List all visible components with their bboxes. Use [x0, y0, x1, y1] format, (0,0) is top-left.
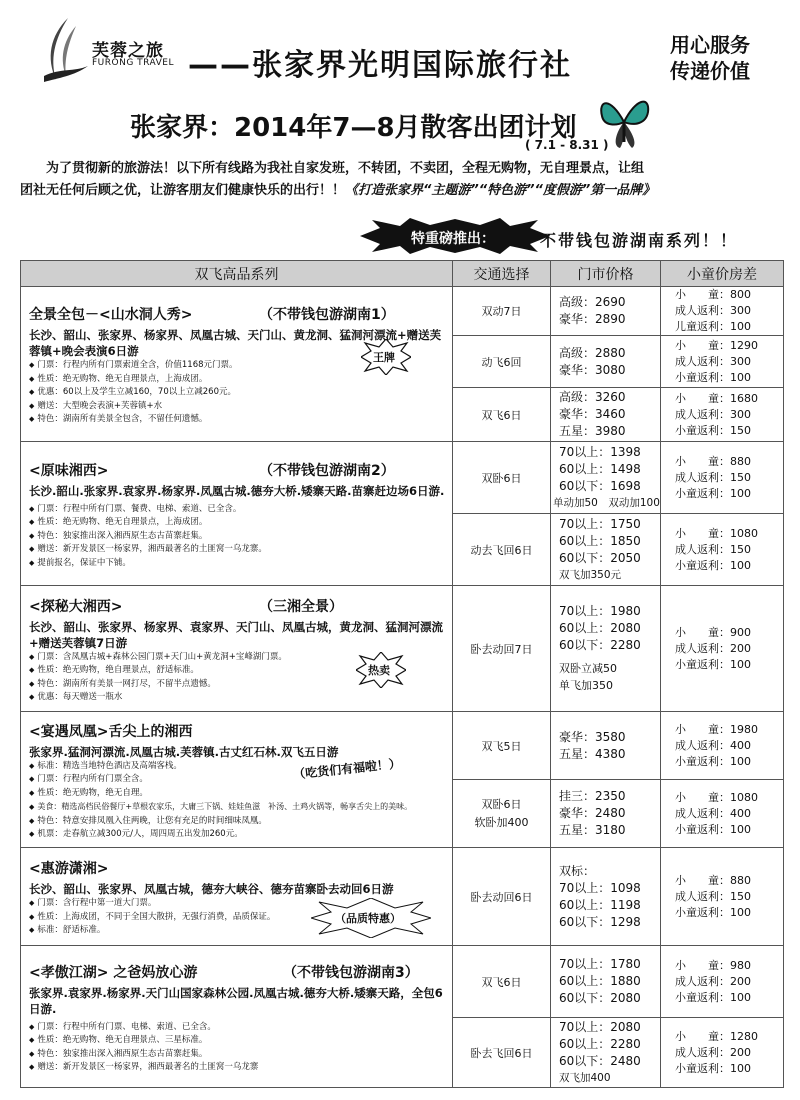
child-line: 小童返利：100: [675, 822, 751, 836]
intro-text: [20, 158, 790, 202]
route-detail: ◆ 性质：绝无购物、绝无自理景点，上海成团。: [29, 516, 446, 530]
intro-line-2a: 团社无任何后顾之优，让游客朋友们健康快乐的出行！！: [20, 183, 346, 198]
table-row: [21, 287, 784, 336]
child-line: 小童返利：100: [675, 558, 751, 572]
price-line: 60以上：1880: [559, 974, 641, 988]
child-line: 小 童：880: [675, 873, 751, 887]
route-tag: （不带钱包游湖南3）: [283, 964, 419, 981]
header-series: 双飞高品系列: [21, 261, 453, 287]
price-cell: [551, 442, 661, 514]
route-itinerary: 长沙、韶山、张家界、杨家界、袁家界、天门山、凤凰古城，黄龙洞、猛洞河漂流+赠送芙蓉镇7日游: [29, 619, 443, 650]
plan-dates: ( 7.1 - 8.31 ): [525, 138, 609, 152]
child-line: 成人返利：200: [675, 641, 751, 655]
price-cell: [551, 1018, 661, 1088]
wave-logo-icon: [40, 16, 90, 86]
child-line: 成人返利：400: [675, 738, 751, 752]
page-header: [0, 0, 800, 100]
stamp-label: （品质特惠）: [335, 912, 401, 925]
route-detail: ◆ 标准：精选当地特色酒店及高端客栈。: [29, 760, 446, 774]
child-line: 成人返利：200: [675, 974, 751, 988]
table-row: [21, 442, 784, 514]
route-detail: ◆ 特色：独家推出深入湘西原生态古苗寨赶集。: [29, 530, 446, 544]
table-row: [21, 586, 784, 712]
child-line: 小 童：1280: [675, 1029, 758, 1043]
header-child: 小童价房差: [661, 261, 784, 287]
price-cell: [551, 712, 661, 780]
child-price-cell: [661, 388, 784, 442]
traffic-option: 双飞6日: [453, 946, 551, 1018]
slogan-line-1: 用心服务: [670, 33, 750, 57]
price-cell: [551, 514, 661, 586]
route-detail: ◆ 美食：精选高档民俗餐厅+草根农家乐，大庸三下锅、娃娃鱼滋 补汤、土鸡火锅等，畅享舌尖上的美味。: [29, 800, 446, 815]
price-line: 高级：2880: [559, 345, 626, 360]
route-detail: ◆ 门票：行程内所有门票索道全含，价值1168元门票。: [29, 359, 446, 373]
route-tag: （三湘全景）: [259, 598, 343, 615]
price-line: 豪华：3080: [559, 362, 626, 377]
child-line: 成人返利：400: [675, 806, 751, 820]
route-cell: [21, 442, 453, 586]
child-price-cell: [661, 336, 784, 388]
price-line: 60以下：2080: [559, 991, 641, 1005]
child-line: 小童返利：100: [675, 990, 751, 1004]
route-detail: ◆ 门票：行程内所有门票全含。: [29, 773, 446, 787]
price-line: 单飞加350: [559, 679, 613, 692]
price-line: 60以下：1298: [559, 914, 641, 929]
route-detail: ◆ 门票：行程中所有门票、电梯、索道、已全含。: [29, 1021, 446, 1035]
price-cell: [551, 388, 661, 442]
intro-line-2b: 《打造张家界“主题游”“特色游”“度假游”第一品牌》: [345, 183, 656, 198]
price-line: 双标：: [559, 863, 596, 878]
route-detail: ◆ 特色：特意安排凤凰入住两晚，让您有充足的时间细味凤凰。: [29, 815, 446, 829]
route-title-text: <孝傲江湖> 之爸妈放心游: [29, 964, 198, 981]
route-detail: ◆ 赠送：新开发景区一杨家界，湘西最著名的土匪窝一乌龙寨。: [29, 543, 446, 557]
child-line: 小 童：880: [675, 454, 751, 468]
price-line: 70以上：2080: [559, 1019, 641, 1034]
child-price-cell: [661, 712, 784, 780]
price-line: 双飞加350元: [559, 568, 622, 581]
child-price-cell: [661, 514, 784, 586]
route-detail: ◆ 性质：上海成团，不同于全国大散拼，无强行消费，品质保证。: [29, 911, 446, 925]
child-line: 小童返利：100: [675, 370, 751, 384]
tour-table: [20, 260, 784, 1088]
child-line: 小 童：1980: [675, 722, 758, 736]
route-cell: [21, 287, 453, 442]
route-title: <宴遇凤凰>舌尖上的湘西: [29, 723, 193, 740]
route-detail: ◆ 标准：舒适标准。: [29, 924, 446, 938]
child-price-cell: [661, 780, 784, 848]
route-tag: （不带钱包游湖南1）: [259, 307, 395, 324]
child-line: 成人返利：200: [675, 1045, 751, 1059]
slogan: [670, 32, 750, 84]
price-line: 挂三：2350: [559, 789, 626, 803]
price-line: 70以上：1980: [559, 604, 641, 618]
price-cell: [551, 336, 661, 388]
child-line: 成人返利：300: [675, 354, 751, 368]
table-header-row: [21, 261, 784, 287]
route-detail: ◆ 提前报名，保证中下铺。: [29, 557, 446, 571]
route-cell: [21, 848, 453, 946]
child-line: 小 童：900: [675, 625, 751, 639]
price-line: 70以上：1398: [559, 444, 641, 459]
agency-name: ——张家界光明国际旅行社: [188, 48, 572, 83]
route-detail: ◆ 门票：含行程中第一道大门票。: [29, 897, 446, 911]
route-title-text: <探秘大湘西>: [29, 598, 123, 615]
price-line: 双飞加400: [559, 1071, 611, 1084]
route-detail: ◆ 优惠：每天赠送一瓶水: [29, 691, 446, 705]
price-line: 60以下：2050: [559, 550, 641, 565]
price-line: 豪华：2480: [559, 806, 626, 820]
price-line: 60以上：1198: [559, 897, 641, 912]
route-detail: ◆ 特色：独家推出深入湘西原生态古苗寨赶集。: [29, 1048, 446, 1062]
price-line: 60以下：2480: [559, 1053, 641, 1068]
route-title-text: 全景全包－<山水洞人秀>: [29, 307, 193, 324]
price-line: 60以下：2280: [559, 638, 641, 652]
price-line: 70以上：1750: [559, 516, 641, 531]
table-row: [21, 848, 784, 946]
child-line: 成人返利：150: [675, 470, 751, 484]
price-line: 五星：4380: [559, 746, 626, 761]
traffic-option: 双飞6日: [453, 388, 551, 442]
child-line: 成人返利：150: [675, 889, 751, 903]
price-line: 高级：3260: [559, 390, 626, 404]
price-line: 70以上：1098: [559, 880, 641, 895]
route-itinerary: 张家界.袁家界.杨家界.天门山国家森林公园.凤凰古城.德夯大桥.矮寨天路，全包6日游.: [29, 985, 443, 1016]
child-line: 小 童：1080: [675, 526, 758, 540]
stamp-label: 王牌: [373, 351, 395, 364]
child-price-cell: [661, 848, 784, 946]
brand-name-en: FURONG TRAVEL: [92, 58, 174, 68]
child-line: 小 童：1290: [675, 338, 758, 352]
price-line: 豪华：2890: [559, 312, 626, 326]
traffic-option: 动去飞回6日: [453, 514, 551, 586]
traffic-option: 卧去动回7日: [453, 586, 551, 712]
route-detail: ◆ 性质：绝无购物，绝无自理。: [29, 787, 446, 801]
price-cell: [551, 780, 661, 848]
price-line: 豪华：3460: [559, 407, 626, 421]
route-cell: [21, 712, 453, 848]
child-price-cell: [661, 442, 784, 514]
child-line: 小 童：980: [675, 958, 751, 972]
route-cell: [21, 946, 453, 1088]
child-line: 儿童返利：100: [675, 320, 751, 333]
stamp-label: 热卖: [368, 664, 390, 677]
route-detail: ◆ 特色：湖南所有美景全包含，不留任何遗憾。: [29, 413, 446, 427]
child-line: 成人返利：300: [675, 407, 751, 421]
route-title: [29, 963, 446, 983]
traffic-option: 动飞6回: [453, 336, 551, 388]
route-detail: ◆ 性质：绝无购物，绝自理景点，舒适标准。: [29, 664, 446, 678]
table-row: [21, 712, 784, 780]
traffic-option: [453, 780, 551, 848]
slogan-line-2: 传递价值: [670, 59, 750, 83]
child-line: 小 童：1680: [675, 391, 758, 405]
table-row: [21, 946, 784, 1018]
child-line: 小 童：800: [675, 288, 751, 301]
route-title: [29, 597, 446, 617]
child-price-cell: [661, 586, 784, 712]
stamp-label: （吃货们有福啦！）: [292, 756, 402, 782]
price-line: 60以上：1498: [559, 461, 641, 476]
featured-label: 特重磅推出：: [411, 231, 495, 247]
price-line: 60以下：1698: [559, 478, 641, 493]
child-line: 小童返利：100: [675, 1061, 751, 1075]
child-price-cell: [661, 946, 784, 1018]
route-title: [29, 461, 446, 481]
plan-title: 张家界：2014年7—8月散客出团计划: [130, 113, 577, 143]
traffic-option: 卧去飞回6日: [453, 1018, 551, 1088]
route-tag: （不带钱包游湖南2）: [259, 462, 395, 479]
route-detail: ◆ 门票：行程中所有门票、餐费、电梯、索道、已全含。: [29, 503, 446, 517]
child-line: 小童返利：100: [675, 754, 751, 768]
route-title: [29, 305, 446, 325]
route-cell: [21, 586, 453, 712]
child-price-cell: [661, 1018, 784, 1088]
child-price-cell: [661, 287, 784, 336]
route-detail: ◆ 优惠：60以上及学生立减160，70以上立减260元。: [29, 386, 446, 400]
route-detail: ◆ 机票：走春航立减300元/人，周四周五出发加260元。: [29, 828, 446, 842]
header-price: 门市价格: [551, 261, 661, 287]
price-cell: [551, 848, 661, 946]
route-detail: ◆ 性质：绝无购物、绝无自理景点，上海成团。: [29, 373, 446, 387]
route-itinerary: 张家界.猛洞河漂流.凤凰古城.芙蓉镇.古丈红石林.双飞五日游: [29, 744, 339, 759]
brand-logo: [40, 16, 180, 86]
child-line: 小童返利：100: [675, 905, 751, 919]
price-cell: [551, 287, 661, 336]
traffic-line: 双卧6日 软卧加400: [474, 797, 529, 829]
route-itinerary: 长沙、韶山、张家界、凤凰古城，德夯大峡谷、德夯苗寨卧去动回6日游: [29, 882, 394, 897]
price-line: 五星：3980: [559, 424, 626, 438]
brand-name-cn: 芙蓉之旅: [92, 41, 164, 61]
price-line: 五星：3180: [559, 823, 626, 837]
route-detail: ◆ 赠送：新开发景区一杨家界，湘西最著名的土匪窝一乌龙寨: [29, 1061, 446, 1075]
header-traffic: 交通选择: [453, 261, 551, 287]
traffic-option: 双卧6日: [453, 442, 551, 514]
promo-headline: 不带钱包游湖南系列！！: [540, 231, 739, 250]
price-line: 豪华：3580: [559, 729, 626, 744]
route-detail: ◆ 性质：绝无购物、绝无自理景点、三星标准。: [29, 1034, 446, 1048]
route-detail: ◆ 特色：湖南所有美景一网打尽，不留半点遗憾。: [29, 678, 446, 692]
child-line: 成人返利：150: [675, 542, 751, 556]
route-detail: ◆ 门票：含凤凰古城+森林公园门票+天门山+黄龙洞+宝峰湖门票。: [29, 651, 446, 665]
price-line: 60以上：2080: [559, 621, 641, 635]
intro-line-1: 为了贯彻新的旅游法！以下所有线路为我社自家发班，不转团，不卖团，全程无购物，无自理景点，让组: [46, 161, 645, 176]
price-cell: [551, 946, 661, 1018]
child-line: 小童返利：150: [675, 423, 751, 437]
traffic-option: 双动7日: [453, 287, 551, 336]
child-line: 小童返利：100: [675, 486, 751, 500]
route-itinerary: 长沙.韶山.张家界.袁家界.杨家界.凤凰古城.德夯大桥.矮寨天路.苗寨赶边场6日游.: [29, 483, 445, 498]
traffic-option: 卧去动回6日: [453, 848, 551, 946]
route-detail: ◆ 赠送：大型晚会表演+芙蓉镇+水: [29, 400, 446, 414]
child-line: 小 童：1080: [675, 790, 758, 804]
price-line: 单动加50 双动加100: [553, 496, 660, 509]
price-line: 高级：2690: [559, 295, 626, 309]
price-line: 70以上：1780: [559, 957, 641, 971]
route-title-text: <原味湘西>: [29, 462, 109, 479]
route-title: <惠游潇湘>: [29, 861, 109, 878]
price-line: 60以上：1850: [559, 533, 641, 548]
route-itinerary: 长沙、韶山、张家界、杨家界、凤凰古城、天门山、黄龙洞、猛洞河漂流+赠送芙蓉镇+晚会表演6日游: [29, 328, 442, 359]
traffic-option: 双飞5日: [453, 712, 551, 780]
butterfly-icon: [596, 92, 652, 152]
price-line: 双卧立减50: [559, 662, 617, 675]
price-cell: [551, 586, 661, 712]
child-line: 小童返利：100: [675, 657, 751, 671]
child-line: 成人返利：300: [675, 304, 751, 317]
intro-line-2: [20, 180, 790, 202]
price-line: 60以上：2280: [559, 1036, 641, 1051]
